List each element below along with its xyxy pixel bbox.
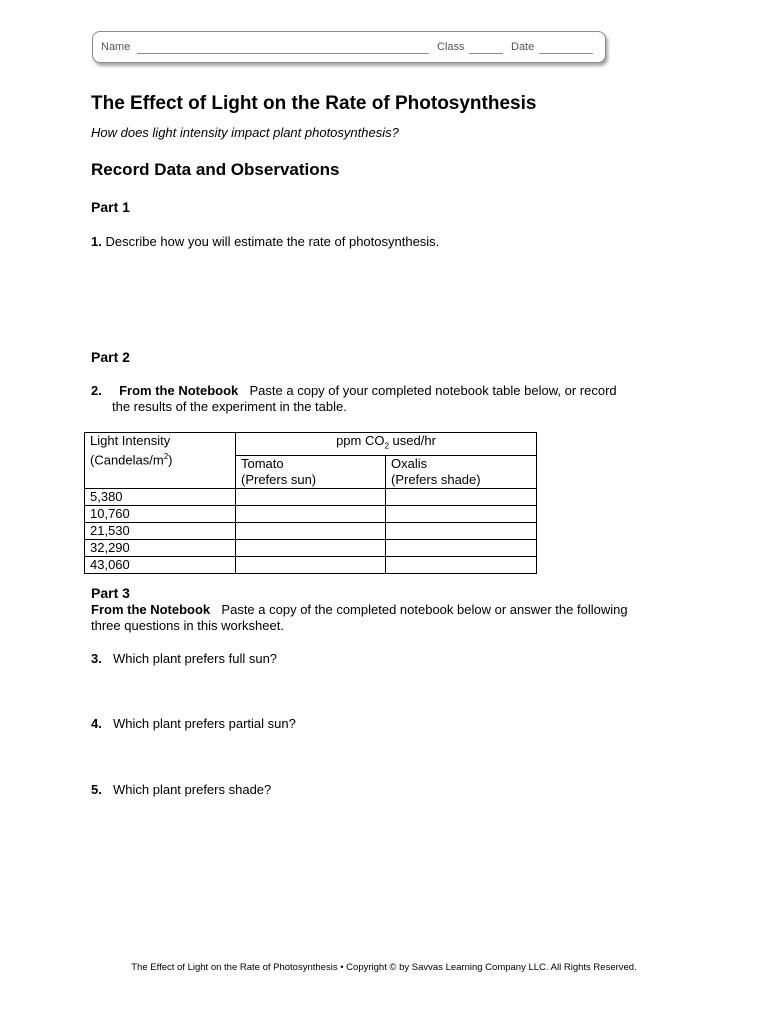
- header-ppm-co2: ppm $CO_2$ used/hr: [236, 433, 537, 456]
- class-label: Class: [437, 41, 465, 53]
- question-4: [91, 716, 296, 731]
- question-3-text: Which plant prefers full sun?: [113, 651, 278, 666]
- oxalis-cell[interactable]: [386, 556, 537, 573]
- question-2-number: 2.: [91, 383, 102, 398]
- tomato-cell[interactable]: [236, 505, 386, 522]
- oxalis-cell[interactable]: [386, 522, 537, 539]
- part3-line2: three questions in this worksheet.: [91, 618, 284, 633]
- name-class-date-bar: [92, 31, 606, 63]
- tomato-cell[interactable]: [236, 539, 386, 556]
- header-light-intensity: Light Intensity $(Candelas/m^2)$: [85, 433, 236, 489]
- table-row: [85, 539, 537, 556]
- question-1: [91, 234, 439, 249]
- question-4-number: 4.: [91, 716, 102, 731]
- name-label: Name: [101, 41, 131, 53]
- page-subtitle: How does light intensity impact plant photosynthesis?: [91, 125, 399, 140]
- data-table: [84, 432, 537, 574]
- part1-heading: Part 1: [91, 199, 130, 215]
- row-light-value: 10,760: [85, 505, 236, 522]
- date-label: Date: [511, 41, 535, 53]
- tomato-cell[interactable]: [236, 488, 386, 505]
- question-2-line1: Paste a copy of your completed notebook table below, or record: [249, 383, 617, 398]
- part3-heading: Part 3: [91, 585, 130, 601]
- question-2: [91, 383, 617, 398]
- question-5-text: Which plant prefers shade?: [113, 782, 272, 797]
- class-field-line[interactable]: [469, 53, 503, 54]
- tomato-cell[interactable]: [236, 522, 386, 539]
- header-oxalis: Oxalis (Prefers shade): [386, 455, 537, 488]
- oxalis-cell[interactable]: [386, 505, 537, 522]
- question-5: [91, 782, 271, 797]
- table-row: [85, 505, 537, 522]
- row-light-value: 43,060: [85, 556, 236, 573]
- part2-heading: Part 2: [91, 349, 130, 365]
- question-3-number: 3.: [91, 651, 102, 666]
- question-2-line2: the results of the experiment in the table.: [112, 399, 347, 414]
- table-row: [85, 488, 537, 505]
- row-light-value: 5,380: [85, 488, 236, 505]
- section-heading: Record Data and Observations: [91, 160, 340, 179]
- row-light-value: 21,530: [85, 522, 236, 539]
- question-1-number: 1.: [91, 234, 102, 249]
- table-row: [85, 556, 537, 573]
- part3-lead: From the Notebook: [91, 602, 211, 617]
- oxalis-cell[interactable]: [386, 488, 537, 505]
- oxalis-cell[interactable]: [386, 539, 537, 556]
- header-tomato: Tomato (Prefers sun): [236, 455, 386, 488]
- row-light-value: 32,290: [85, 539, 236, 556]
- question-1-text: Describe how you will estimate the rate of photosynthesis.: [105, 234, 440, 249]
- part3-instructions: [91, 602, 628, 617]
- page-title: The Effect of Light on the Rate of Photosynthesis: [91, 93, 537, 114]
- question-5-number: 5.: [91, 782, 102, 797]
- page-footer: The Effect of Light on the Rate of Photosynthesis • Copyright © by Savvas Learning Company LLC. All Rights Reserved.: [131, 962, 637, 973]
- question-4-text: Which plant prefers partial sun?: [113, 716, 296, 731]
- question-2-lead: From the Notebook: [119, 383, 239, 398]
- date-field-line[interactable]: [539, 53, 593, 54]
- question-3: [91, 651, 277, 666]
- name-field-line[interactable]: [137, 53, 429, 54]
- table-row: [85, 522, 537, 539]
- part3-line1: Paste a copy of the completed notebook below or answer the following: [221, 602, 628, 617]
- tomato-cell[interactable]: [236, 556, 386, 573]
